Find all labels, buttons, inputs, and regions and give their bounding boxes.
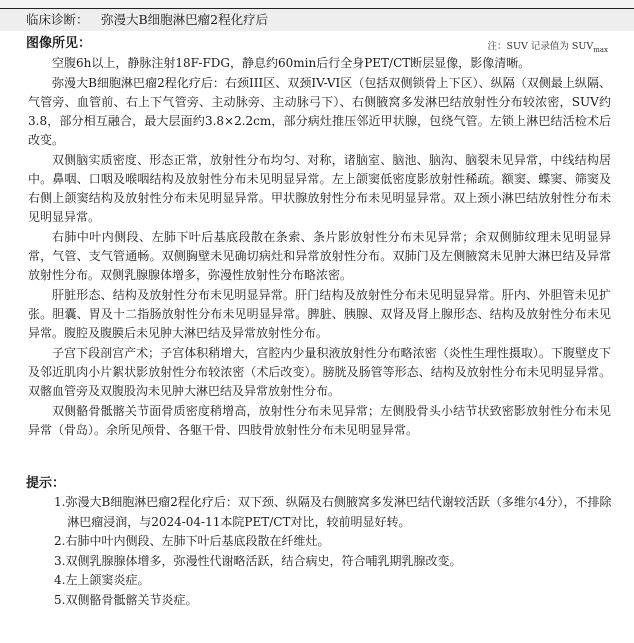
suv-note	[487, 38, 608, 54]
impression-item: 1.弥漫大B细胞淋巴瘤2程化疗后：双下颈、纵隔及右侧腋窝多发淋巴结代谢较活跃（多维尔4分），不排除淋巴瘤浸润，与2024-04-11本院PET/CT对比，较前明显好转。	[54, 495, 612, 529]
suv-note-subscript: max	[593, 45, 608, 54]
impression-heading: 提示：	[26, 476, 66, 491]
findings-paragraph: 空腹6h以上，静脉注射18F-FDG，静息约60min后行全身PET/CT断层显像，影像清晰。	[52, 56, 531, 70]
findings-paragraph: 子宫下段剖宫产术；子宫体积稍增大，宫腔内少量积液放射性分布略浓密（炎性生理性摄取）。下腹壁皮下及邻近肌肉小片絮状影放射性分布较浓密（术后改变）。膀胱及肠管等形态、结构及放射性分布未见明显异常。双髂血管旁及双腹股沟未见肿大淋巴结及异常放射性分布。	[28, 346, 611, 398]
suv-note-text: 注：SUV 记录值为 SUV	[487, 41, 594, 52]
findings-paragraph: 双侧脑实质密度、形态正常，放射性分布均匀、对称，诸脑室、脑池、脑沟、脑裂未见异常，中线结构居中。鼻咽、口咽及喉咽结构及放射性分布未见明显异常。左上颌窦低密度影放射性稀疏。额窦、蝶窦、筛窦及右侧上颌窦结构及放射性分布未见明显异常。甲状腺放射性分布未见明显异常。双上颈小淋巴结放射性分布未见明显异常。	[28, 153, 611, 224]
diagnosis-label: 临床诊断：	[26, 12, 89, 27]
impression-list	[54, 493, 616, 610]
clinical-diagnosis-row	[0, 9, 634, 31]
impression-item: 4.左上颌窦炎症。	[54, 573, 150, 587]
diagnosis-value: 弥漫大B细胞淋巴瘤2程化疗后	[101, 12, 269, 27]
impression-item: 5.双侧骼骨骶髂关节炎症。	[54, 592, 198, 607]
findings-paragraph: 肝脏形态、结构及放射性分布未见明显异常。肝门结构及放射性分布未见明显异常。肝内、外胆管未见扩张。胆囊、胃及十二指肠放射性分布未见明显异常。脾脏、胰腺、双肾及肾上腺形态、结构及放射性分布未见异常。腹腔及腹膜后未见肿大淋巴结及异常放射性分布。	[28, 288, 611, 340]
findings-paragraph: 双侧骼骨骶髂关节面骨质密度稍增高，放射性分布未见异常；左侧股骨头小结节状致密影放射性分布未见异常（骨岛）。余所见颅骨、各躯干骨、四肢骨放射性分布未见明显异常。	[28, 404, 611, 437]
findings-body	[28, 54, 611, 441]
impression-item: 2.右肺中叶内侧段、左肺下叶后基底段散在纤维灶。	[54, 534, 330, 548]
findings-paragraph: 右肺中叶内侧段、左肺下叶后基底段散在条索、条片影放射性分布未见异常；余双侧肺纹理未见明显异常，气管、支气管通畅。双侧胸壁未见确切病灶和异常放射性分布。双肺门及左侧腋窝未见肿大淋巴结及异常放射性分布。双侧乳腺腺体增多，弥漫性放射性分布略浓密。	[28, 230, 611, 282]
findings-heading: 图像所见：	[26, 36, 92, 51]
impression-item: 3.双侧乳腺腺体增多，弥漫性代谢略活跃，结合病史，符合哺乳期乳腺改变。	[54, 553, 462, 568]
findings-paragraph: 弥漫大B细胞淋巴瘤2程化疗后：右颈III区、双颈IV-VI区（包括双侧锁骨上下区）、纵隔（双侧最上纵隔、气管旁、血管前、右上下气管旁、主动脉旁、主动脉弓下）、右侧腋窝多发淋巴结放射性分布较浓密，SUV约3.8，部分相互融合，最大层面约3.8×2.2cm，部分病灶推压邻近甲状腺，包绕气管。左锁上淋巴结活检术后改变。	[28, 76, 611, 147]
